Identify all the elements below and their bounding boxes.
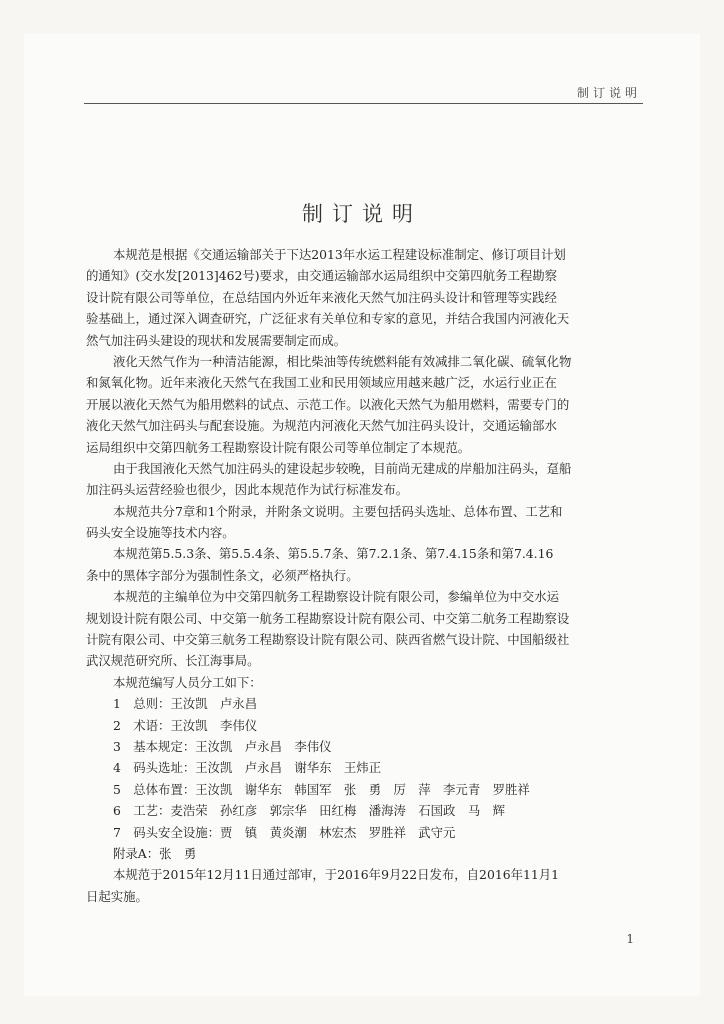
text-line: 条中的黑体字部分为强制性条文，必须严格执行。 [86, 567, 359, 583]
text-line: 本规范共分7章和1个附录，并附条文说明。主要包括码头选址、总体布置、工艺和 [113, 503, 563, 519]
body-text [86, 244, 642, 907]
text-line: 2 术语：王汝凯 李伟仪 [113, 717, 258, 733]
text-line: 7 码头安全设施：贾 镇 黄炎潮 林宏杰 罗胜祥 武守元 [113, 824, 456, 840]
text-line: 6 工艺：麦浩荣 孙红彦 郭宗华 田红梅 潘海涛 石国政 马 辉 [113, 803, 505, 819]
text-line: 计院有限公司、中交第三航务工程勘察设计院有限公司、陕西省燃气设计院、中国船级社 [86, 632, 570, 648]
text-line: 日起实施。 [86, 888, 148, 904]
text-line: 1 总则：王汝凯 卢永昌 [113, 696, 258, 712]
text-line: 验基础上，通过深入调查研究，广泛征求有关单位和专家的意见，并结合我国内河液化天 [86, 311, 570, 327]
text-line: 5 总体布置：王汝凯 谢华东 韩国军 张 勇 厉 萍 李元青 罗胜祥 [113, 781, 530, 797]
text-line: 开展以液化天然气为船用燃料的试点、示范工作。以液化天然气为船用燃料，需要专门的 [86, 396, 570, 412]
page-title: 制订说明 [302, 202, 422, 226]
text-line: 武汉规范研究所、长江海事局。 [86, 653, 260, 669]
text-line: 本规范的主编单位为中交第四航务工程勘察设计院有限公司，参编单位为中交水运 [113, 589, 560, 605]
text-line: 本规范于2015年12月11日通过部审，于2016年9月22日发布，自2016年11月1 [113, 867, 560, 883]
text-line: 3 基本规定：王汝凯 卢永昌 李伟仪 [113, 738, 332, 754]
text-line: 本规范第5.5.3条、第5.5.4条、第5.5.7条、第7.2.1条、第7.4.15条和第7.4.16 [113, 546, 554, 562]
text-line: 本规范是根据《交通运输部关于下达2013年水运工程建设标准制定、修订项目计划 [113, 247, 566, 262]
text-line: 加注码头运营经验也很少，因此本规范作为试行标准发布。 [86, 482, 409, 498]
text-line: 然气加注码头建设的现状和发展需要制定而成。 [86, 332, 347, 348]
text-line: 规划设计院有限公司、中交第一航务工程勘察设计院有限公司、中交第二航务工程勘察设 [86, 610, 570, 626]
text-line: 设计院有限公司等单位，在总结国内外近年来液化天然气加注码头设计和管理等实践经 [86, 289, 557, 305]
text-line: 码头安全设施等技术内容。 [86, 525, 235, 541]
running-head: 制订说明 [576, 86, 641, 100]
text-line: 的通知》(交水发[2013]462号)要求，由交通运输部水运局组织中交第四航务工程勘察 [86, 268, 558, 284]
text-line: 由于我国液化天然气加注码头的建设起步较晚，目前尚无建成的岸船加注码头，趸船 [113, 460, 572, 476]
text-line: 4 码头选址：王汝凯 卢永昌 谢华东 王炜正 [113, 760, 382, 776]
text-line: 和氮氧化物。近年来液化天然气在我国工业和民用领域应用越来越广泛，水运行业正在 [86, 375, 557, 391]
page-number: 1 [626, 932, 634, 946]
text-line: 附录A：张 勇 [113, 845, 197, 861]
text-line: 液化天然气加注码头与配套设施。为规范内河液化天然气加注码头设计，交通运输部水 [86, 418, 557, 434]
text-line: 液化天然气作为一种清洁能源，相比柴油等传统燃料能有效减排二氧化碳、硫氧化物 [113, 353, 572, 369]
header-rule [84, 103, 643, 104]
text-line: 运局组织中交第四航务工程勘察设计院有限公司等单位制定了本规范。 [86, 439, 471, 455]
text-line: 本规范编写人员分工如下： [113, 674, 262, 690]
